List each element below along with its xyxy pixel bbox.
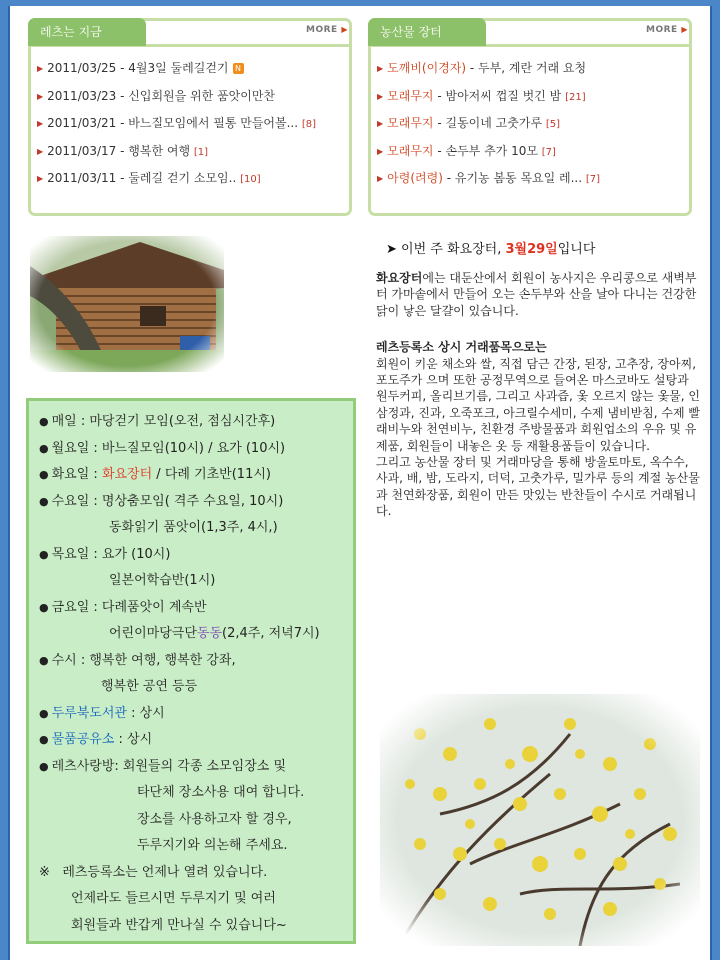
notice-paragraph-3: 그리고 농산물 장터 및 거래마당을 통해 방울토마토, 옥수수, 사과, 배, 밤, 도라지, 더덕, 고춧가루, 밀가루 등의 계절 농산물과 천연화장품, 회원이 만든 맛있는 반찬들이 수시로 거래됩니다. [376,455,700,519]
recent-news-list [37,55,343,193]
list-item[interactable]: ▶ 모래무지 - 손두부 추가 10모 [7] [377,143,556,158]
list-item[interactable]: ▶ 아령(려령) - 유기농 봄동 목요일 레... [7] [377,171,601,185]
bullet-arrow-icon: ▶ [37,146,44,156]
bullet-icon: ● [39,706,49,720]
recent-news-tab[interactable]: 레츠는 지금 [28,18,146,46]
comment-count: [10] [240,174,261,185]
comment-count: [21] [565,91,586,103]
bullet-icon: ● [39,441,49,455]
schedule-thursday-2: 일본어학습반(1시) [109,573,216,588]
list-item[interactable]: ▶ 2011/03/11 - 둘레길 걷기 소모임.. [10] [37,171,261,185]
schedule-room-4: 두루지기와 의논해 주세요. [137,838,288,853]
schedule-wednesday: ● 수요일 : 명상춤모임( 격주 수요일, 10시) [39,493,284,509]
more-arrow-icon: ▶ [341,25,348,34]
schedule-friday-2: 어린이마당극단동동(2,4주, 저녁7시) [109,626,320,641]
bullet-arrow-icon: ▶ [377,119,384,128]
schedule-monday: ● 월요일 : 바느질모임(10시) / 요가 (10시) [39,440,286,456]
schedule-library: ● 두루북도서관 : 상시 [39,705,165,721]
schedule-daily: ● 매일 : 마당걷기 모임(오전, 점심시간후) [39,414,276,429]
recent-more-link[interactable]: MORE ▶ [306,25,348,35]
comment-count: [1] [193,146,209,158]
bullet-icon: ● [39,759,49,773]
recent-news-box [28,18,352,216]
market-tab[interactable]: 농산물 장터 [368,18,486,46]
share-link[interactable]: 물품공유소 [51,732,115,747]
bullet-arrow-icon: ▶ [377,64,384,73]
schedule-anytime-2: 행복한 공연 등등 [101,679,198,694]
schedule-share: ● 물품공유소 : 상시 [39,732,153,747]
list-item[interactable]: ▶ 2011/03/21 - 바느질모임에서 필통 만들어볼... [8] [37,116,317,130]
notice-paragraph-2: 레츠등록소 상시 거래품목으로는 회원이 키운 채소와 쌀, 직접 담근 간장, 된장, 고추장, 장아찌, 포도주가 으며 또한 공정무역으로 들여온 마스코바도 설탕과 원두커피, 올리브기름, 그리고 사과즙, 옻 오르지 않는 옻물, 인삼정과, 진과, 오죽포크, 아크릴수세미, 수제 냄비받침, 수제 빨래비누와 천연비누, 친환경 주방물품과 회원업소의 우유 및 유제품, 회원들이 내놓은 옷 등 재활용품들이 있습니다. [376,340,700,453]
new-badge: N [233,63,244,74]
schedule-room: ● 레츠사랑방: 회원들의 각종 소모임장소 및 [39,758,287,774]
bullet-arrow-icon: ▶ [377,91,384,101]
schedule-box [26,398,356,944]
list-item[interactable]: ▶ 2011/03/17 - 행복한 여행 [1] [37,143,209,158]
schedule-tuesday: ● 화요일 : 화요장터 / 다례 기초반(11시) [39,467,271,482]
list-item[interactable]: ▶ 모래무지 - 밤아저씨 껍질 벗긴 밤 [21] [377,88,586,103]
bullet-icon: ● [39,468,49,481]
schedule-friday: ● 금요일 : 다례품앗이 계속반 [39,599,207,615]
list-item[interactable]: ▶ 2011/03/25 - 4월3일 둘레길걷기 N [37,55,343,83]
bullet-icon: ● [39,415,49,428]
notice-paragraph-1: 화요장터에는 대둔산에서 회원이 농사지은 우리콩으로 새벽부터 가마솥에서 만들어 오는 손두부와 산을 날아 다니는 건강한 닭이 낳은 달걀이 있습니다. [376,271,697,318]
bullet-arrow-icon: ▶ [37,64,44,73]
bullet-icon: ● [39,733,49,746]
list-item[interactable]: ▶ 도깨비(이경자) - 두부, 계란 거래 요청 [377,61,587,75]
market-more-link[interactable]: MORE ▶ [646,25,688,35]
list-item[interactable]: ▶ 모래무지 - 길동이네 고춧가루 [5] [377,116,561,130]
market-list [377,55,683,193]
cornus-flower-photo [380,694,700,946]
market-box [368,18,692,216]
market-notice [376,230,702,520]
notice-date: 3월29일 [505,242,558,257]
schedule-wednesday-2: 동화읽기 품앗이(1,3주, 4시,) [109,520,278,535]
more-arrow-icon: ▶ [681,25,688,34]
bullet-icon: ● [39,653,49,667]
note-mark: ※ [39,864,50,880]
schedule-note: ※ 레츠등록소는 언제나 열려 있습니다. [39,864,268,880]
bullet-icon: ● [39,494,49,508]
schedule-note-3: 회원들과 반갑게 만나실 수 있습니다~ [71,917,287,933]
comment-count: [7] [585,174,601,185]
comment-count: [5] [545,119,561,130]
schedule-thursday: ● 목요일 : 요가 (10시) [39,546,171,562]
bullet-icon: ● [39,600,49,614]
list-item[interactable]: ▶ 2011/03/23 - 신입회원을 위한 품앗이만찬 [37,88,276,103]
arrow-icon: ➤ [386,242,397,257]
dongdong-link[interactable]: 동동 [196,626,223,641]
bullet-arrow-icon: ▶ [377,146,384,156]
library-link[interactable]: 두루북도서관 [51,705,127,721]
bullet-arrow-icon: ▶ [377,174,384,183]
bullet-icon: ● [39,547,49,561]
schedule-anytime: ● 수시 : 행복한 여행, 행복한 강좌, [39,652,236,668]
notice-headline: ➤ 이번 주 화요장터, 3월29일입니다 [386,242,596,257]
bullet-arrow-icon: ▶ [37,91,44,101]
schedule-room-2: 타단체 장소사용 대여 합니다. [137,785,305,800]
bullet-arrow-icon: ▶ [37,119,44,128]
comment-count: [8] [301,119,317,130]
bullet-arrow-icon: ▶ [37,174,44,183]
schedule-note-2: 언제라도 들르시면 두루지기 및 여러 [71,891,276,906]
comment-count: [7] [541,146,556,158]
schedule-room-3: 장소를 사용하고자 할 경우, [137,811,292,827]
tuesday-market-link[interactable]: 화요장터 [101,467,153,482]
log-house-photo [30,236,224,372]
